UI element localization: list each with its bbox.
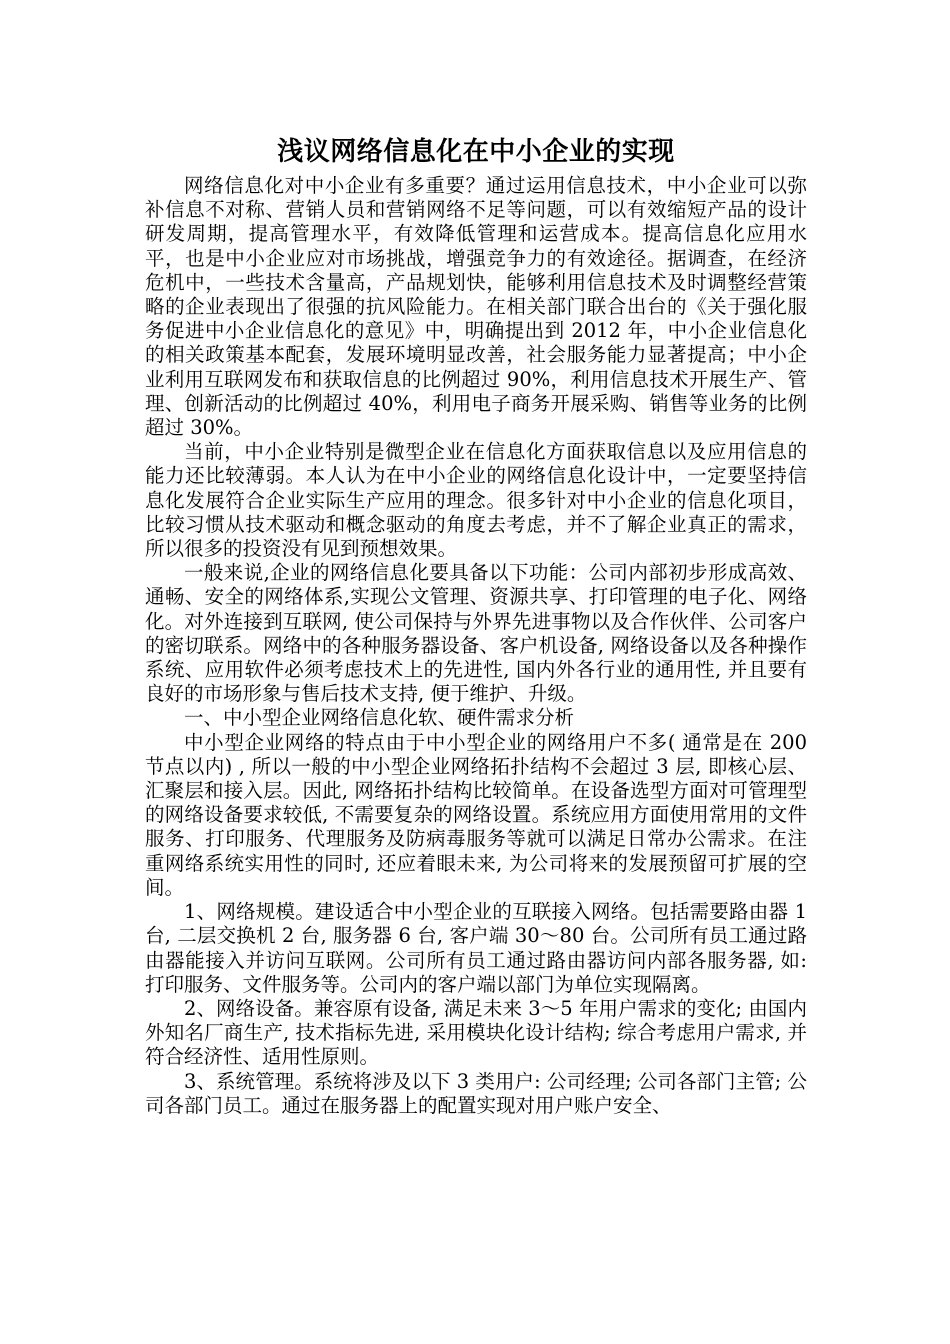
paragraph-network-devices: 2、网络设备。兼容原有设备, 满足未来 3～5 年用户需求的变化; 由国内外知名厂商生产, 技术指标先进, 采用模块化设计结构; 综合考虑用户需求, 并符合经济性、适用性原则。 [145,996,807,1069]
paragraph-functions: 一般来说,企业的网络信息化要具备以下功能：公司内部初步形成高效、通畅、安全的网络体系,实现公文管理、资源共享、打印管理的电子化、网络化。对外连接到互联网, 使公司保持与外界先进事物以及合作伙伴、公司客户的密切联系。网络中的各种服务器设备、客户机设备, 网络设备以及各种操作系统、应用软件必须考虑技术上的先进性, 国内外各行业的通用性, 并且要有良好的市场形象与售后技术支持, 便于维护、升级。 [145,561,807,706]
paragraph-intro: 网络信息化对中小企业有多重要？通过运用信息技术，中小企业可以弥补信息不对称、营销人员和营销网络不足等问题，可以有效缩短产品的设计研发周期，提高管理水平，有效降低管理和运营成本。提高信息化应用水平，也是中小企业应对市场挑战，增强竞争力的有效途径。据调查，在经济危机中，一些技术含量高，产品规划快，能够利用信息技术及时调整经营策略的企业表现出了很强的抗风险能力。在相关部门联合出台的《关于强化服务促进中小企业信息化的意见》中，明确提出到 2012 年，中小企业信息化的相关政策基本配套，发展环境明显改善，社会服务能力显著提高；中小企业利用互联网发布和获取信息的比例超过 90%，利用信息技术开展生产、管理、创新活动的比例超过 40%，利用电子商务开展采购、销售等业务的比例超过 30%。 [145,174,807,440]
paragraph-system-management: 3、系统管理。系统将涉及以下 3 类用户: 公司经理; 公司各部门主管; 公司各部门员工。通过在服务器上的配置实现对用户账户安全、 [145,1069,807,1117]
paragraph-network-features: 中小型企业网络的特点由于中小型企业的网络用户不多( 通常是在 200 节点以内) , 所以一般的中小型企业网络拓扑结构不会超过 3 层, 即核心层、汇聚层和接入层。因此, 网络拓扑结构比较简单。在设备选型方面对可管理型的网络设备要求较低, 不需要复杂的网络设置。系统应用方面使用常用的文件服务、打印服务、代理服务及防病毒服务等就可以满足日常办公需求。在注重网络系统实用性的同时, 还应着眼未来, 为公司将来的发展预留可扩展的空间。 [145,730,807,899]
section-heading-1: 一、中小型企业网络信息化软、硬件需求分析 [184,706,575,730]
document-title: 浅议网络信息化在中小企业的实现 [277,137,675,167]
paragraph-current-status: 当前，中小企业特别是微型企业在信息化方面获取信息以及应用信息的能力还比较薄弱。本人认为在中小企业的网络信息化设计中，一定要坚持信息化发展符合企业实际生产应用的理念。很多针对中小企业的信息化项目，比较习惯从技术驱动和概念驱动的角度去考虑，并不了解企业真正的需求，所以很多的投资没有见到预想效果。 [145,440,807,561]
paragraph-network-scale: 1、网络规模。建设适合中小型企业的互联接入网络。包括需要路由器 1 台, 二层交换机 2 台, 服务器 6 台, 客户端 30～80 台。公司所有员工通过路由器能接入并访问互联网。公司所有员工通过路由器访问内部各服务器, 如: 打印服务、文件服务等。公司内的客户端以部门为单位实现隔离。 [145,900,807,996]
document-page [145,132,807,1118]
